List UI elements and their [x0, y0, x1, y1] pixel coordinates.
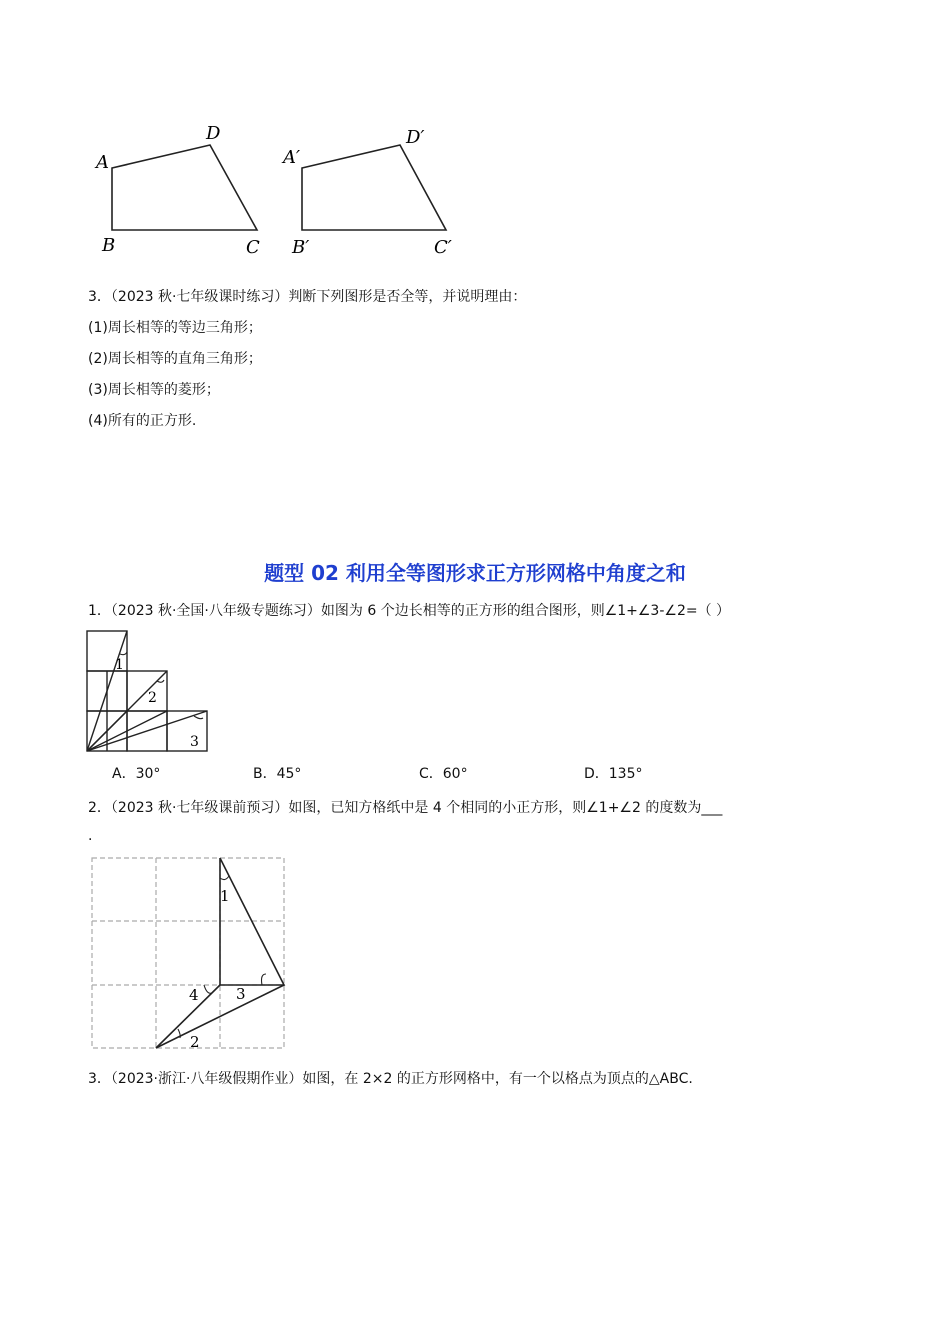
figure-quadrilaterals	[80, 115, 480, 265]
q3-item-3: (3)周长相等的菱形；	[88, 382, 220, 398]
label-c: C	[246, 237, 260, 258]
p1-option-b[interactable]: B．45°	[253, 766, 302, 782]
q3-item-1: (1)周长相等的等边三角形；	[88, 320, 262, 336]
q3-stem: 3．（2023 秋·七年级课时练习）判断下列图形是否全等，并说明理由：	[88, 289, 527, 305]
figure-grid-angles	[86, 852, 290, 1052]
p3-stem: 3．（2023·浙江·八年级假期作业）如图，在 2×2 的正方形网格中，有一个以格点为顶点的△ABC.	[88, 1071, 693, 1087]
q3-item-4: (4)所有的正方形.	[88, 413, 197, 429]
p1-option-c[interactable]: C．60°	[419, 766, 468, 782]
label-d: D	[206, 123, 221, 144]
p1-angle-2: 2	[148, 690, 157, 706]
p1-option-d[interactable]: D．135°	[584, 766, 643, 782]
p1-stem: 1．（2023 秋·全国·八年级专题练习）如图为 6 个边长相等的正方形的组合图形，则∠1+∠3-∠2=（ ）	[88, 603, 731, 619]
p2-angle-1: 1	[220, 887, 230, 905]
label-a: A	[96, 152, 109, 173]
label-c-prime: C′	[434, 237, 452, 258]
q3-item-2: (2)周长相等的直角三角形；	[88, 351, 262, 367]
label-a-prime: A′	[283, 147, 301, 168]
p2-angle-3: 3	[236, 985, 246, 1003]
figure-six-squares	[84, 628, 214, 754]
label-b-prime: B′	[292, 237, 310, 258]
p2-stem-end: .	[88, 828, 93, 844]
quadrilateral-abcd	[112, 145, 257, 230]
p1-angle-3: 3	[190, 734, 199, 750]
label-d-prime: D′	[406, 127, 425, 148]
p1-angle-1: 1	[115, 657, 124, 673]
p2-angle-2: 2	[190, 1033, 200, 1051]
p2-angle-4: 4	[189, 986, 199, 1004]
section-title: 题型 02 利用全等图形求正方形网格中角度之和	[264, 561, 686, 585]
p1-option-a[interactable]: A．30°	[112, 766, 161, 782]
p2-stem: 2．（2023 秋·七年级课前预习）如图，已知方格纸中是 4 个相同的小正方形，则∠1+∠2 的度数为___	[88, 800, 723, 816]
quadrilateral-a1b1c1d1	[302, 145, 446, 230]
label-b: B	[102, 235, 116, 256]
